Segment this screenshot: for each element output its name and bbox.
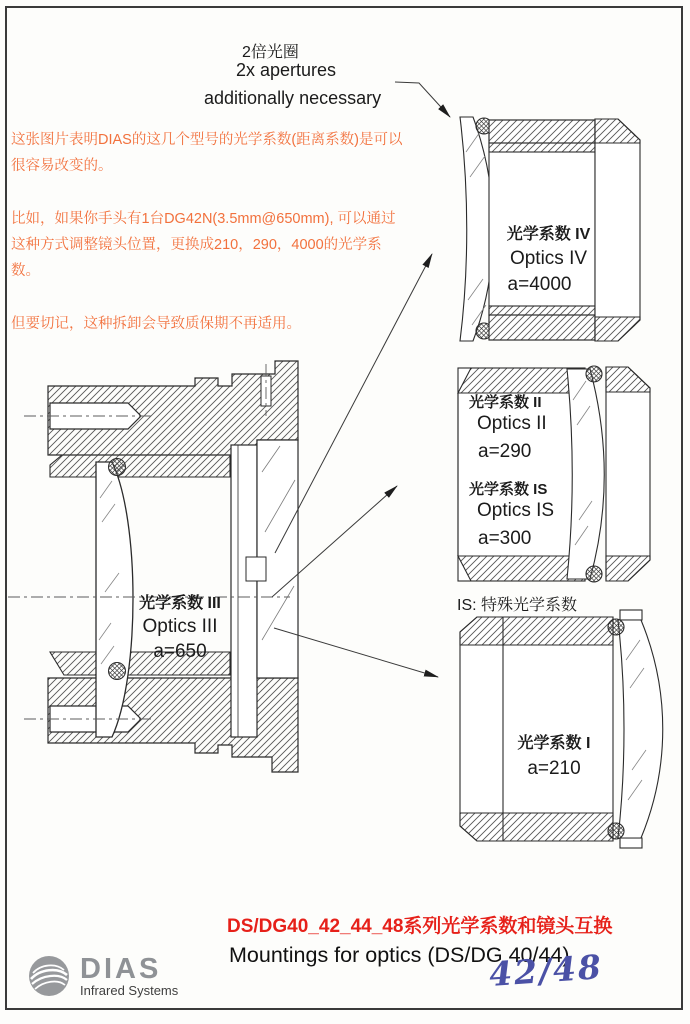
- lens-cross-section-optics2: [567, 369, 604, 579]
- opticsIS-label-zh: 光学系数 IS: [469, 481, 548, 498]
- lens-cross-section-optics1: [618, 620, 663, 838]
- dias-logo-tagline: Infrared Systems: [80, 982, 179, 998]
- o-ring: [608, 619, 624, 635]
- optics3-label-en: Optics III: [142, 616, 218, 637]
- is-footnote: IS: 特殊光学系数: [457, 597, 578, 614]
- aperture-note-en2: additionally necessary: [204, 88, 382, 108]
- o-ring: [109, 459, 126, 476]
- orange-note-block: [11, 127, 403, 364]
- optics2-label-en: Optics II: [477, 413, 547, 434]
- note-paragraph: 但要切记，这种拆卸会导致质保期不再适用。: [11, 316, 301, 332]
- lens-cross-section-optics4: [460, 117, 493, 341]
- main-lens-assembly-drawing: [8, 361, 298, 772]
- footer-title-en: Mountings for optics (DS/DG 40/44): [229, 943, 570, 967]
- optics4-label-zh: 光学系数 IV: [506, 226, 591, 243]
- mount-band: [458, 556, 585, 581]
- handwritten-annotation: 42/48: [487, 947, 605, 994]
- footer-title-zh: DS/DG40_42_44_48系列光学系数和镜头互换: [227, 916, 613, 937]
- arrow-to-optics1: [274, 628, 438, 677]
- optics1-drawing: [460, 610, 663, 848]
- note-paragraph: 比如，如果你手头有1台DG42N(3.5mm@650mm), 可以通过这种方式调整镜头位置，更换成210，290，4000的光学系数。: [11, 211, 396, 279]
- optics4-label-en: Optics IV: [509, 248, 588, 269]
- opticsIS-label-en: Optics IS: [477, 500, 555, 521]
- aperture-note-zh: 2倍光圈: [242, 44, 299, 61]
- note-paragraph: 这张图片表明DIAS的这几个型号的光学系数(距离系数)是可以很容易改变的。: [11, 132, 403, 174]
- o-ring: [586, 566, 602, 582]
- rear-ring: [606, 367, 650, 581]
- optics4-label-a: a=4000: [507, 274, 572, 295]
- mount-band: [489, 120, 595, 143]
- dias-logo-name: DIAS: [80, 952, 162, 985]
- optics2-label-zh: 光学系数 II: [469, 394, 542, 411]
- opticsIS-label-a: a=300: [478, 528, 532, 549]
- rear-ring: [595, 119, 640, 341]
- dias-logo-mark: [26, 953, 72, 999]
- optics3-label-zh: 光学系数 III: [139, 595, 221, 612]
- mount-band: [460, 813, 613, 841]
- flange-notch: [246, 557, 266, 581]
- optics2-label-a: a=290: [478, 441, 532, 462]
- o-ring: [608, 823, 624, 839]
- optics1-label-zh: 光学系数 I: [517, 735, 591, 752]
- retainer-ring-top: [50, 455, 230, 477]
- mount-band: [458, 368, 585, 393]
- mount-band: [489, 315, 595, 340]
- o-ring: [109, 663, 126, 680]
- optics3-label-a: a=650: [153, 641, 207, 662]
- optics1-label-a: a=210: [527, 758, 581, 779]
- aperture-note-en1: 2x apertures: [236, 60, 337, 80]
- mount-band: [460, 617, 613, 645]
- o-ring: [586, 366, 602, 382]
- leader-aperture-note: [395, 82, 450, 117]
- dias-logo: [26, 953, 178, 999]
